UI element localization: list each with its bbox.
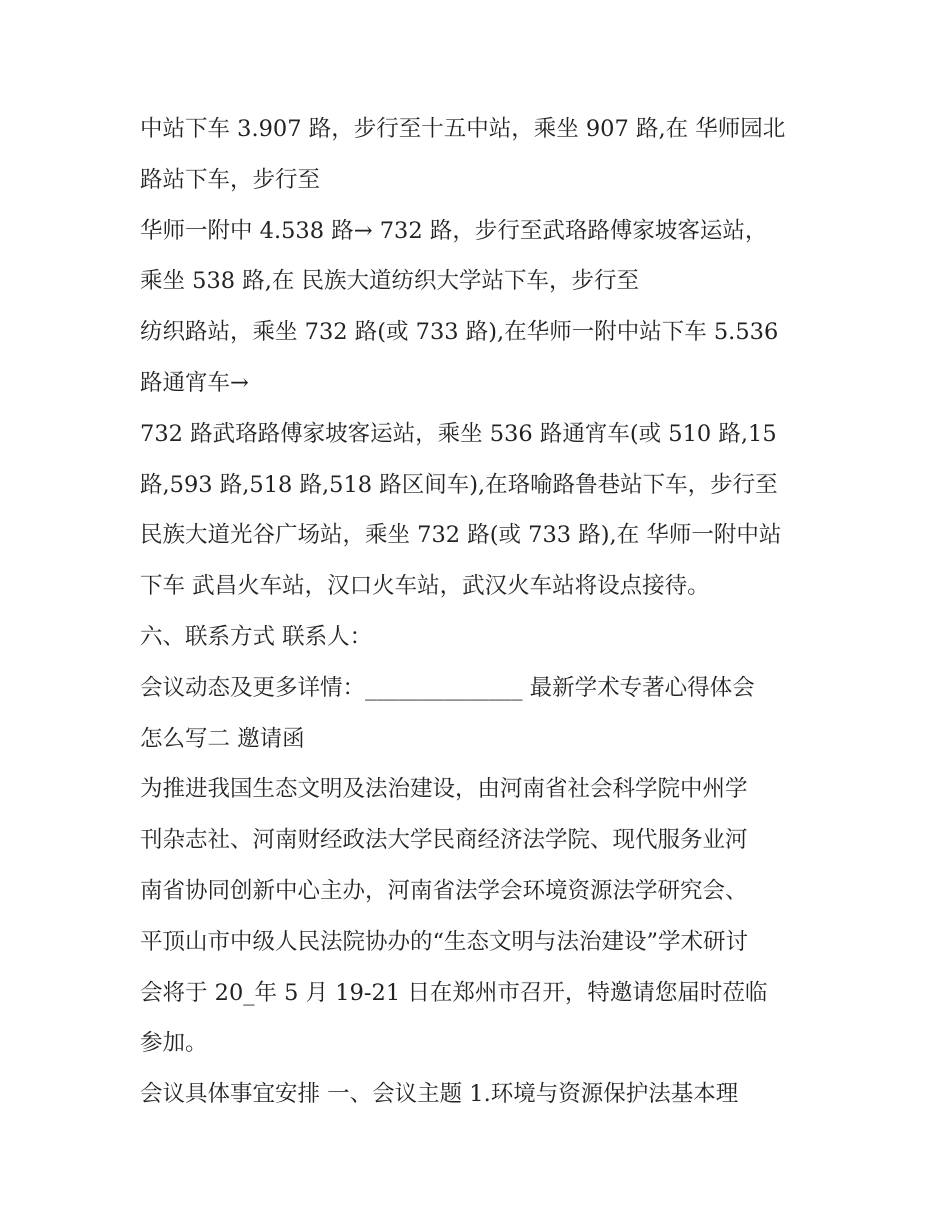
text-line: 中站下车 3.907 路，步行至十五中站，乘坐 907 路,在 华师园北 (140, 116, 786, 142)
section-heading-invitation: 怎么写二 邀请函 (140, 725, 305, 752)
text-line: 732 路武珞路傅家坡客运站，乘坐 536 路通宵车(或 510 路,15 (140, 420, 777, 447)
text-line: 路站下车，步行至 (140, 166, 321, 193)
text-line: 为推进我国生态文明及法治建设，由河南省社会科学院中州学 (140, 776, 748, 803)
text-line: 会将于 20_年 5 月 19-21 日在郑州市召开，特邀请您届时莅临 (140, 979, 768, 1006)
text-line: 纺织路站，乘坐 732 路(或 733 路),在华师一附中站下车 5.536 (140, 319, 779, 346)
text-line: 平顶山市中级人民法院协办的“生态文明与法治建设”学术研讨 (140, 928, 749, 955)
text-line: 刊杂志社、河南财经政法大学民商经济法学院、现代服务业河 (140, 827, 748, 854)
text-line: 民族大道光谷广场站，乘坐 732 路(或 733 路),在 华师一附中站 (140, 522, 782, 549)
text-line: 会议具体事宜安排 一、会议主题 1.环境与资源保护法基本理 (140, 1081, 739, 1108)
text-line: 乘坐 538 路,在 民族大道纺织大学站下车，步行至 (140, 268, 640, 295)
text-line: 路,593 路,518 路,518 路区间车),在珞喻路鲁巷站下车，步行至 (140, 471, 778, 498)
text-line: 会议动态及更多详情：______________ 最新学术专著心得体会 (140, 674, 755, 701)
section-heading-contact: 六、联系方式 联系人： (140, 623, 373, 650)
text-line: 华师一附中 4.538 路→ 732 路，步行至武珞路傅家坡客运站， (140, 217, 768, 244)
text-line: 下车 武昌火车站，汉口火车站，武汉火车站将设点接待。 (140, 573, 710, 600)
text-line: 南省协同创新中心主办，河南省法学会环境资源法学研究会、 (140, 877, 748, 904)
text-line: 路通宵车→ (140, 369, 249, 396)
document-body (140, 104, 830, 1120)
text-line: 参加。 (140, 1030, 208, 1057)
